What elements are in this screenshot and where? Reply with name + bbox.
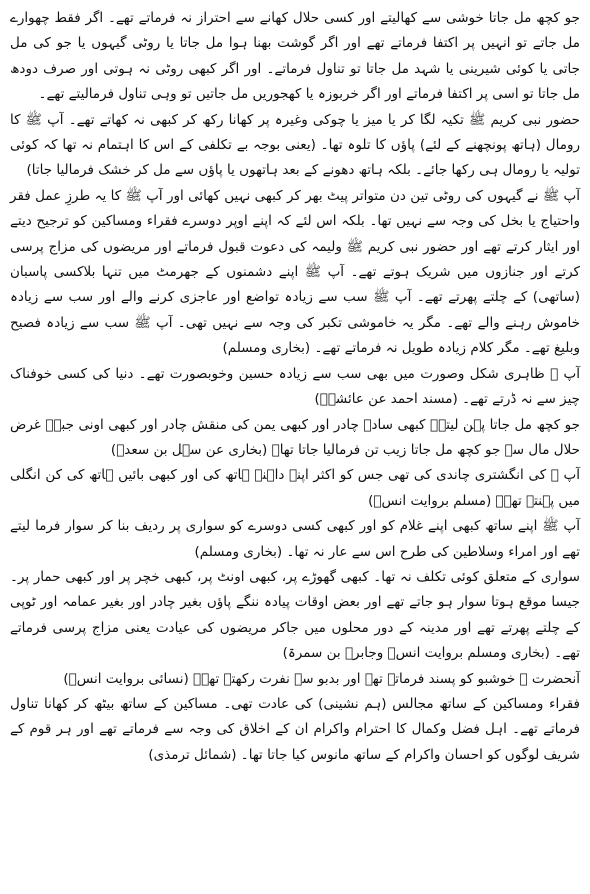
paragraph-eating-manner: حضور نبی کریم ﷺ تکیہ لگا کر یا میز یا چوکی وغیرہ پر کھانا رکھ کر کبھی نہ کھاتے تھے۔ آپ ﷺ کا رومال (ہاتھ پونچھنے کے لئے) پاؤں کا تلوہ تھا۔ (یعنی بوجہ بے تکلفی کے اس کا اہتمام نہ تھا کہ کوئی تولیہ یا رومال ہی رکھا جائے۔ بلکہ ہاتھ دھونے کے بعد ہاتھوں یا پاؤں سے مل کر خشک فرمالیا جاتا) <box>10 111 580 179</box>
paragraph-mounts: سواری کے متعلق کوئی تکلف نہ تھا۔ کبھی گھوڑے پر، کبھی اونٹ پر، کبھی خچر پر اور کبھی حمار پر۔ جیسا موقع ہوتا سوار ہو جاتے تھے اور بعض اوقات پیادہ ننگے پاؤں بغیر چادر اور بغیر عمامہ اور ٹوپی کے چلتے پھرتے تھے اور مدینہ کے دور محلوں میں جاکر مریضوں کی عیادت یعنی مزاج پرسی فرماتے تھے۔ (بخاری ومسلم بروایت انسؓ وجابرؓ بن سمرۃ) <box>10 568 580 662</box>
paragraph-riding-companion: آپ ﷺ اپنے ساتھ کبھی اپنے غلام کو اور کبھی کسی دوسرے کو سواری پر ردیف بنا کر سوار فرما لیتے تھے اور امراء وسلاطین کی طرح اس سے عار نہ تھا۔ (بخاری ومسلم) <box>10 518 580 560</box>
paragraph-company: فقراء ومساکین کے ساتھ مجالس (ہم نشینی) کی عادت تھی۔ مساکین کے ساتھ بیٹھ کر کھانا تناول فرماتے تھے۔ اہل فضل وکمال کا احترام واکرام ان کے اخلاق کی وجہ سے فرماتے تھے اور ہر قوم کے شریف لوگوں کو احسان واکرام کے ساتھ مانوس کیا جاتا تھا۔ (شمائل ترمذی) <box>10 695 580 763</box>
paragraph-food: جو کچھ مل جاتا خوشی سے کھالیتے اور کسی حلال کھانے سے احتراز نہ فرماتے تھے۔ اگر فقط چھوارے مل جاتے تو انہیں پر اکتفا فرماتے تھے اور اگر گوشت بھنا ہوا مل جاتا یا روٹی گیہوں یا جو کی مل جاتی یا کوئی شیرینی یا شہد مل جاتا تو تناول فرماتے۔ اور اگر کبھی روٹی نہ ہوتی اور صرف دودھ مل جاتا تو اسی پر اکتفا فرماتے اور اگر خربوزہ یا کھجوریں مل جاتیں تو وہی تناول فرمالیتے تھے۔ <box>10 10 580 103</box>
paragraph-fragrance: آنحضرت ﷺ خوشبو کو پسند فرماتے تھے اور بدبو سے نفرت رکھتے تھے۔ (نسائی بروایت انسؓ) <box>63 670 580 687</box>
paragraph-clothing: جو کچھ مل جاتا پہن لیتے۔ کبھی سادہ چادر اور کبھی یمن کی منقش چادر اور کبھی اونی جبہ۔ غرض حلال مال سے جو کچھ مل جاتا زیب تن فرمالیا جاتا تھا۔ (بخاری عن سہل بن سعدؓ) <box>10 416 580 458</box>
paragraph-ring: آپ ﷺ کی انگشتری چاندی کی تھی جس کو اکثر اپنے داہنے ہاتھ کی اور کبھی بائیں ہاتھ کی کن انگلی میں پہنتے تھے۔ (مسلم بروایت انسؓ) <box>10 467 580 509</box>
paragraph-appearance: آپ ﷺ ظاہری شکل وصورت میں بھی سب سے زیادہ حسین وخوبصورت تھے۔ دنیا کی کسی خوفناک چیز سے نہ ڈرتے تھے۔ (مسند احمد عن عائشہؓ) <box>10 365 580 408</box>
paragraph-humility: آپ ﷺ نے گیہوں کی روٹی تین دن متواتر پیٹ بھر کر کبھی نہیں کھائی اور آپ ﷺ کا یہ طرزِ عمل فقر واحتیاج یا بخل کی وجہ سے نہیں تھا۔ بلکہ اس لئے کہ اپنے اوپر دوسرے فقراء ومساکین کو ترجیح دیتے اور ایثار کرتے تھے اور حضور نبی کریم ﷺ ولیمہ کی دعوت قبول فرماتے اور مریضوں کی مزاج پرسی کرتے اور جنازوں میں شریک ہوتے تھے۔ آپ ﷺ اپنے دشمنوں کے جھرمٹ میں تنہا بلاکسی پاسبان (ساتھی) کے چلتے پھرتے تھے۔ آپ ﷺ سب سے زیادہ تواضع اور عاجزی کرنے والے اور سب سے زیادہ خاموش رہنے والے تھے۔ مگر یہ خاموشی تکبر کی وجہ سے نہیں تھی۔ آپ ﷺ سب سے زیادہ فصیح وبلیغ تھے۔ مگر کلام زیادہ طویل نہ فرماتے تھے۔ (بخاری ومسلم) <box>10 187 580 357</box>
